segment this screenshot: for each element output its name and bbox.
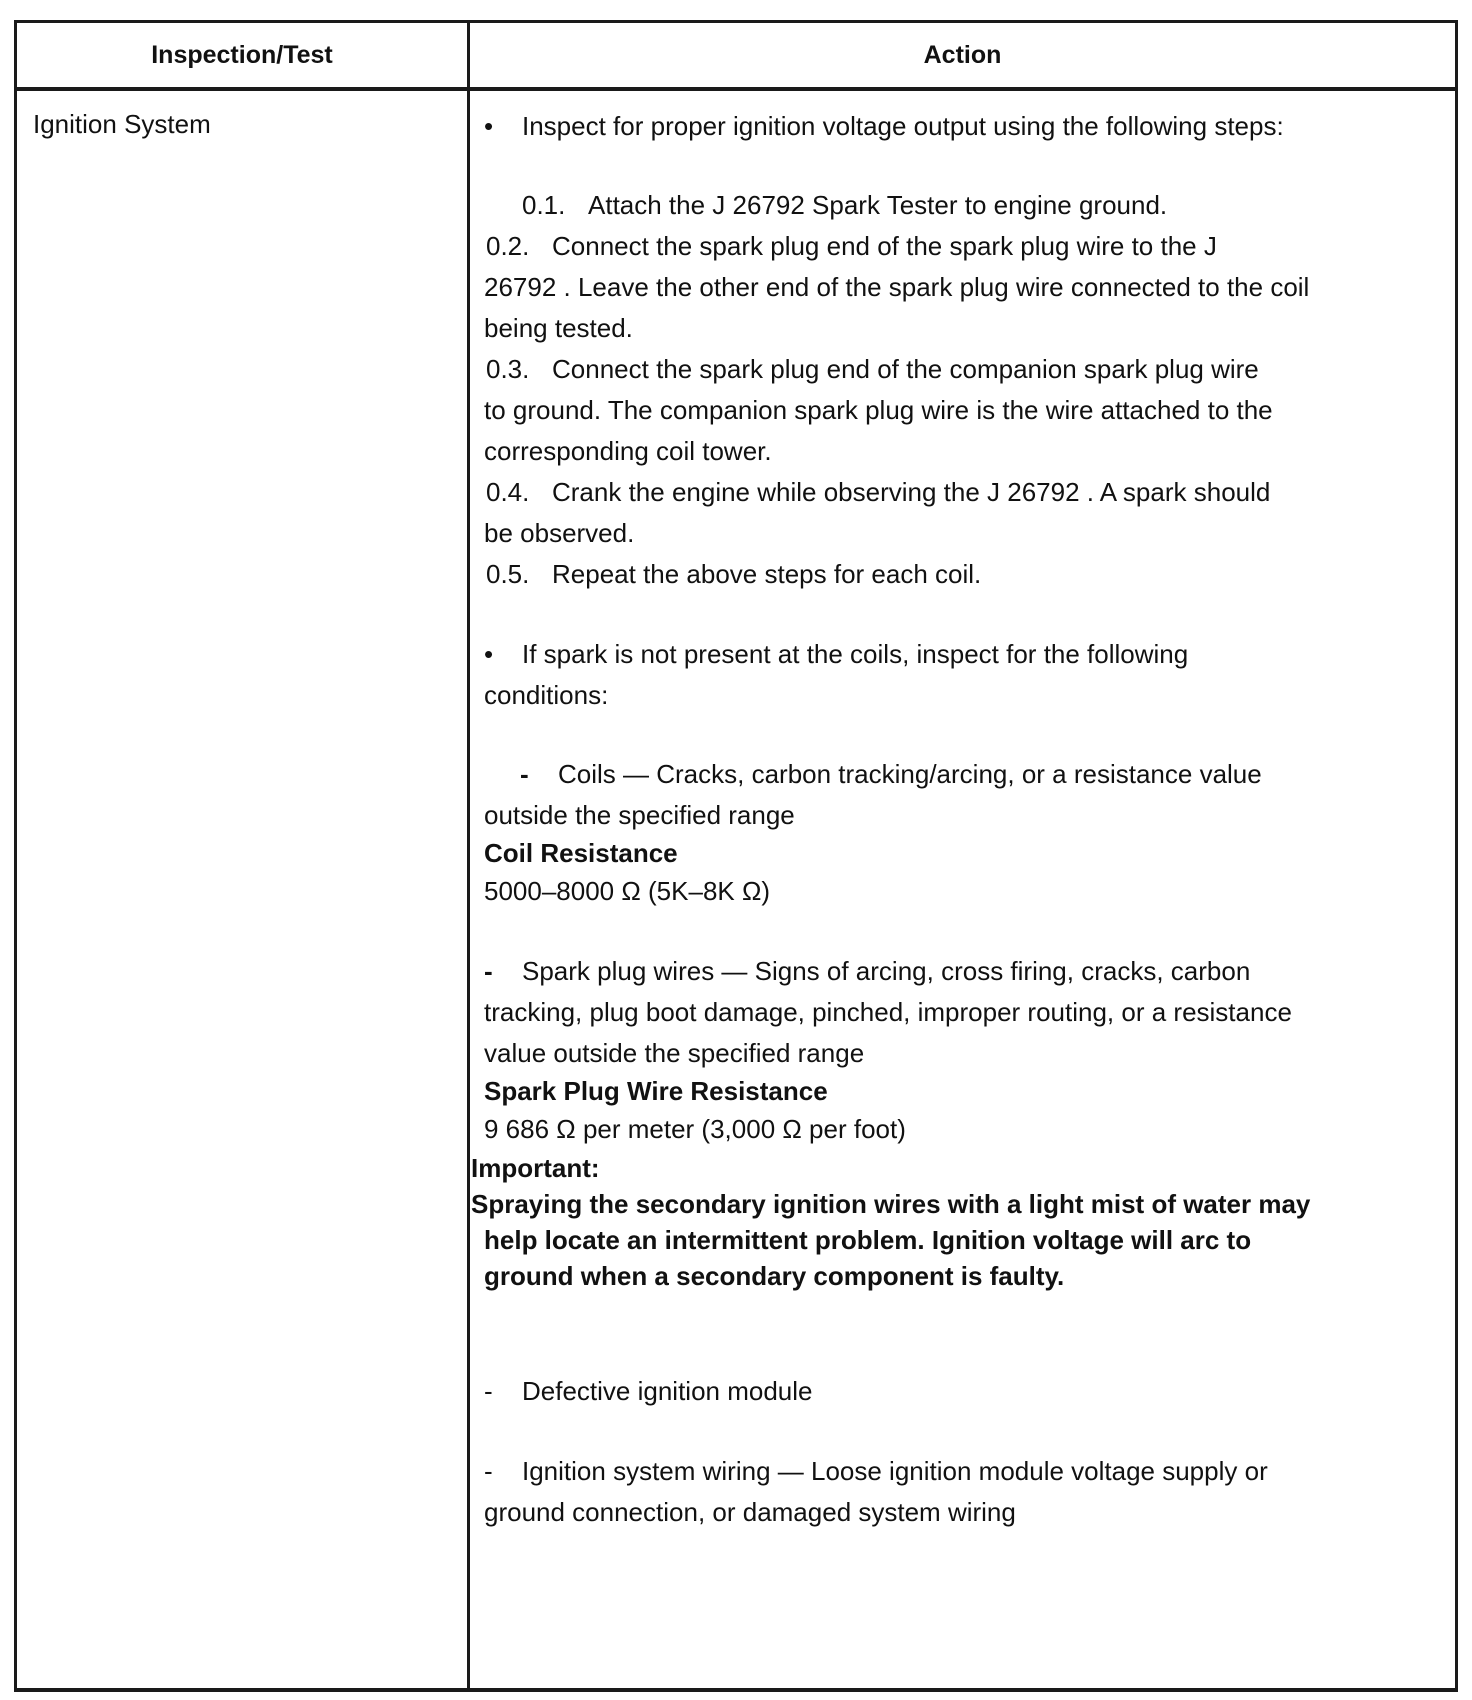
important-label: Important: — [471, 1153, 600, 1183]
step-number: 0.4. — [486, 477, 530, 507]
step-item — [486, 352, 1259, 386]
coils-text: Coils — Cracks, carbon tracking/arcing, or a resistance value — [558, 759, 1262, 789]
step-item — [486, 229, 1217, 263]
dash-icon: - — [520, 759, 529, 789]
table-header-row — [17, 23, 1455, 91]
step-item — [486, 475, 1270, 509]
important-text-continued: help locate an intermittent problem. Ignition voltage will arc to — [484, 1225, 1252, 1255]
coils-item — [520, 757, 1262, 791]
dash-icon: - — [484, 1376, 493, 1406]
dash-icon: - — [484, 1456, 493, 1486]
coils-text-continued: outside the specified range — [484, 800, 795, 830]
header-inspection-test: Inspection/Test — [151, 41, 333, 69]
step-text-continued: 26792 . Leave the other end of the spark plug wire connected to the coil — [484, 272, 1310, 302]
inspection-cell — [33, 109, 211, 140]
step-text: Crank the engine while observing the J 26792 . A spark should — [552, 477, 1271, 507]
step-number: 0.2. — [486, 231, 530, 261]
wiring-text: Ignition system wiring — Loose ignition module voltage supply or — [522, 1456, 1268, 1486]
intro-bullet-line — [484, 109, 1284, 143]
wires-text: Spark plug wires — Signs of arcing, cross firing, cracks, carbon — [522, 956, 1251, 986]
step-item — [522, 188, 1167, 222]
step-number: 0.5. — [486, 559, 530, 589]
conditions-text-continued: conditions: — [484, 680, 609, 710]
intro-text: Inspect for proper ignition voltage output using the following steps: — [522, 111, 1284, 141]
step-text-continued: be observed. — [484, 518, 635, 548]
coil-resistance-value: 5000–8000 Ω (5K–8K Ω) — [484, 876, 771, 906]
conditions-bullet-line — [484, 637, 1188, 671]
inspection-label: Ignition System — [33, 109, 211, 139]
inspection-table — [14, 20, 1458, 1692]
wire-resistance-value: 9 686 Ω per meter (3,000 Ω per foot) — [484, 1114, 906, 1144]
important-text: Spraying the secondary ignition wires with a light mist of water may — [471, 1189, 1311, 1219]
step-text: Attach the J 26792 Spark Tester to engine ground. — [588, 190, 1168, 220]
wires-text-continued: value outside the specified range — [484, 1038, 865, 1068]
wiring-item — [484, 1454, 1268, 1488]
conditions-text: If spark is not present at the coils, inspect for the following — [522, 639, 1189, 669]
step-number: 0.3. — [486, 354, 530, 384]
dash-icon: - — [484, 956, 493, 986]
module-item — [484, 1374, 813, 1408]
wires-item — [484, 954, 1250, 988]
wiring-text-continued: ground connection, or damaged system wiring — [484, 1497, 1016, 1527]
bullet-icon: • — [484, 111, 494, 141]
step-text: Connect the spark plug end of the spark plug wire to the J — [552, 231, 1217, 261]
step-number: 0.1. — [522, 190, 566, 220]
step-text: Connect the spark plug end of the companion spark plug wire — [552, 354, 1259, 384]
module-text: Defective ignition module — [522, 1376, 813, 1406]
header-action: Action — [923, 41, 1002, 69]
step-item — [486, 557, 981, 591]
step-text-continued: corresponding coil tower. — [484, 436, 772, 466]
coil-resistance-title: Coil Resistance — [484, 838, 678, 868]
step-text-continued: being tested. — [484, 313, 633, 343]
bullet-icon: • — [484, 639, 494, 669]
wires-text-continued: tracking, plug boot damage, pinched, improper routing, or a resistance — [484, 997, 1292, 1027]
step-text: Repeat the above steps for each coil. — [552, 559, 982, 589]
important-text-continued: ground when a secondary component is faulty. — [484, 1261, 1065, 1291]
column-divider — [467, 23, 470, 1688]
step-text-continued: to ground. The companion spark plug wire is the wire attached to the — [484, 395, 1273, 425]
wire-resistance-title: Spark Plug Wire Resistance — [484, 1076, 828, 1106]
